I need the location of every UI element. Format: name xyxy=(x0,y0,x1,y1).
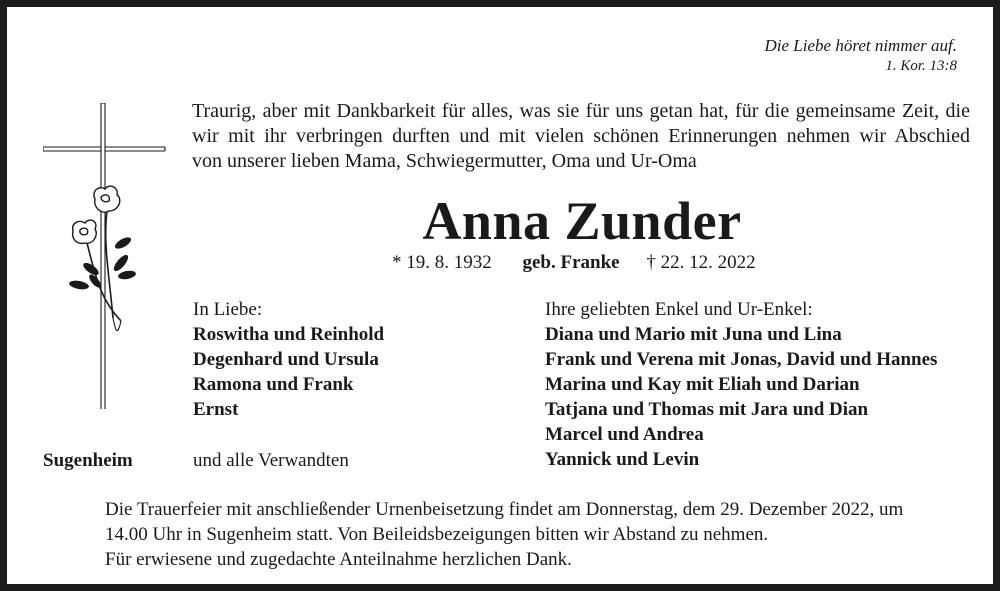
mourner-entry: Ernst xyxy=(193,399,239,420)
mourners-grandchildren xyxy=(545,297,937,472)
funeral-line: Für erwiesene und zugedachte Anteilnahme herzlichen Dank. xyxy=(105,549,572,570)
mourner-entry: Yannick und Levin xyxy=(545,449,700,470)
mourner-entry: Marina und Kay mit Eliah und Darian xyxy=(545,374,860,395)
quote-text: Die Liebe höret nimmer auf. xyxy=(764,36,957,55)
maiden-name: geb. Franke xyxy=(522,252,620,273)
intro-line: wir mit ihr verbringen durften und mit vielen schönen Erinnerungen nehmen wir Abschied xyxy=(192,125,970,147)
mourner-entry: Diana und Mario mit Juna und Lina xyxy=(545,324,842,345)
mourners-children xyxy=(193,297,384,422)
mourner-entry: Ramona und Frank xyxy=(193,374,354,395)
cross-with-roses-icon xyxy=(43,103,167,417)
place-name: Sugenheim xyxy=(43,450,133,471)
grandchildren-heading: Ihre geliebten Enkel und Ur-Enkel: xyxy=(545,299,813,320)
deceased-name: Anna Zunder xyxy=(422,191,742,251)
mourner-entry: Marcel und Andrea xyxy=(545,424,704,445)
funeral-line: 14.00 Uhr in Sugenheim statt. Von Beileidsbezeigungen bitten wir Abstand zu nehmen. xyxy=(105,524,769,545)
mourner-entry: Tatjana und Thomas mit Jara und Dian xyxy=(545,399,869,420)
mourner-entry: Frank und Verena mit Jonas, David und Hannes xyxy=(545,349,938,370)
mourner-entry: Degenhard und Ursula xyxy=(193,349,379,370)
intro-line: Traurig, aber mit Dankbarkeit für alles, was sie für uns getan hat, für die gemeinsame Zeit, die xyxy=(192,100,970,122)
intro-line: von unserer lieben Mama, Schwiegermutter, Oma und Ur-Oma xyxy=(192,150,697,172)
relatives-note: und alle Verwandten xyxy=(193,450,349,471)
children-heading: In Liebe: xyxy=(193,299,263,320)
death-date: † 22. 12. 2022 xyxy=(646,252,756,273)
mourner-entry: Roswitha und Reinhold xyxy=(193,324,385,345)
funeral-notice xyxy=(105,497,971,572)
intro-text xyxy=(192,99,970,174)
birth-date: * 19. 8. 1932 xyxy=(392,252,492,273)
quote-reference: 1. Kor. 13:8 xyxy=(885,58,957,74)
life-dates xyxy=(392,251,756,275)
funeral-line: Die Trauerfeier mit anschließender Urnenbeisetzung findet am Donnerstag, dem 29. Dezember 2022, um xyxy=(105,499,904,520)
bible-quote xyxy=(765,35,957,77)
